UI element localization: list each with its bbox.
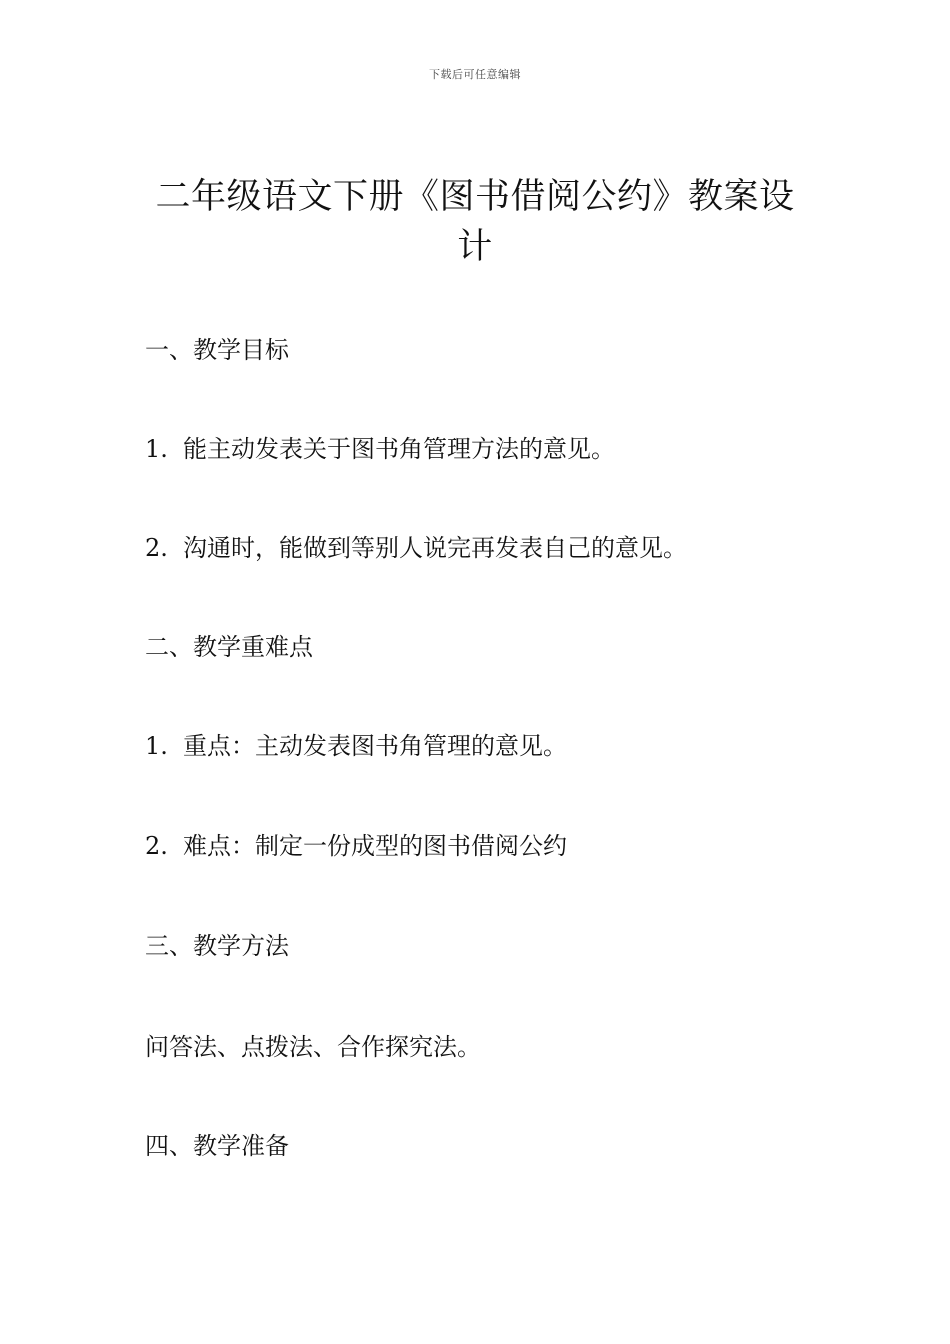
objective-item-1	[145, 433, 615, 465]
key-point-item-1	[145, 730, 567, 762]
header-note: 下载后可任意编辑	[429, 68, 521, 81]
item-text: 沟通时，能做到等别人说完再发表自己的意见。	[183, 534, 687, 562]
section-heading-objectives: 一、教学目标	[145, 336, 289, 364]
item-number: 1.	[145, 435, 168, 463]
section-heading-key-points: 二、教学重难点	[145, 633, 313, 661]
key-point-item-2	[145, 830, 567, 862]
item-number: 2.	[145, 832, 168, 860]
item-number: 2.	[145, 534, 168, 562]
methods-text: 问答法、点拨法、合作探究法。	[145, 1033, 481, 1061]
objective-item-2	[145, 532, 687, 564]
section-heading-preparation: 四、教学准备	[145, 1132, 289, 1160]
document-title: 二年级语文下册《图书借阅公约》教案设计	[155, 177, 795, 267]
section-heading-methods: 三、教学方法	[145, 932, 289, 960]
item-text: 能主动发表关于图书角管理方法的意见。	[183, 435, 615, 463]
item-text: 重点：主动发表图书角管理的意见。	[183, 732, 567, 760]
item-number: 1.	[145, 732, 168, 760]
item-text: 难点：制定一份成型的图书借阅公约	[183, 832, 567, 860]
